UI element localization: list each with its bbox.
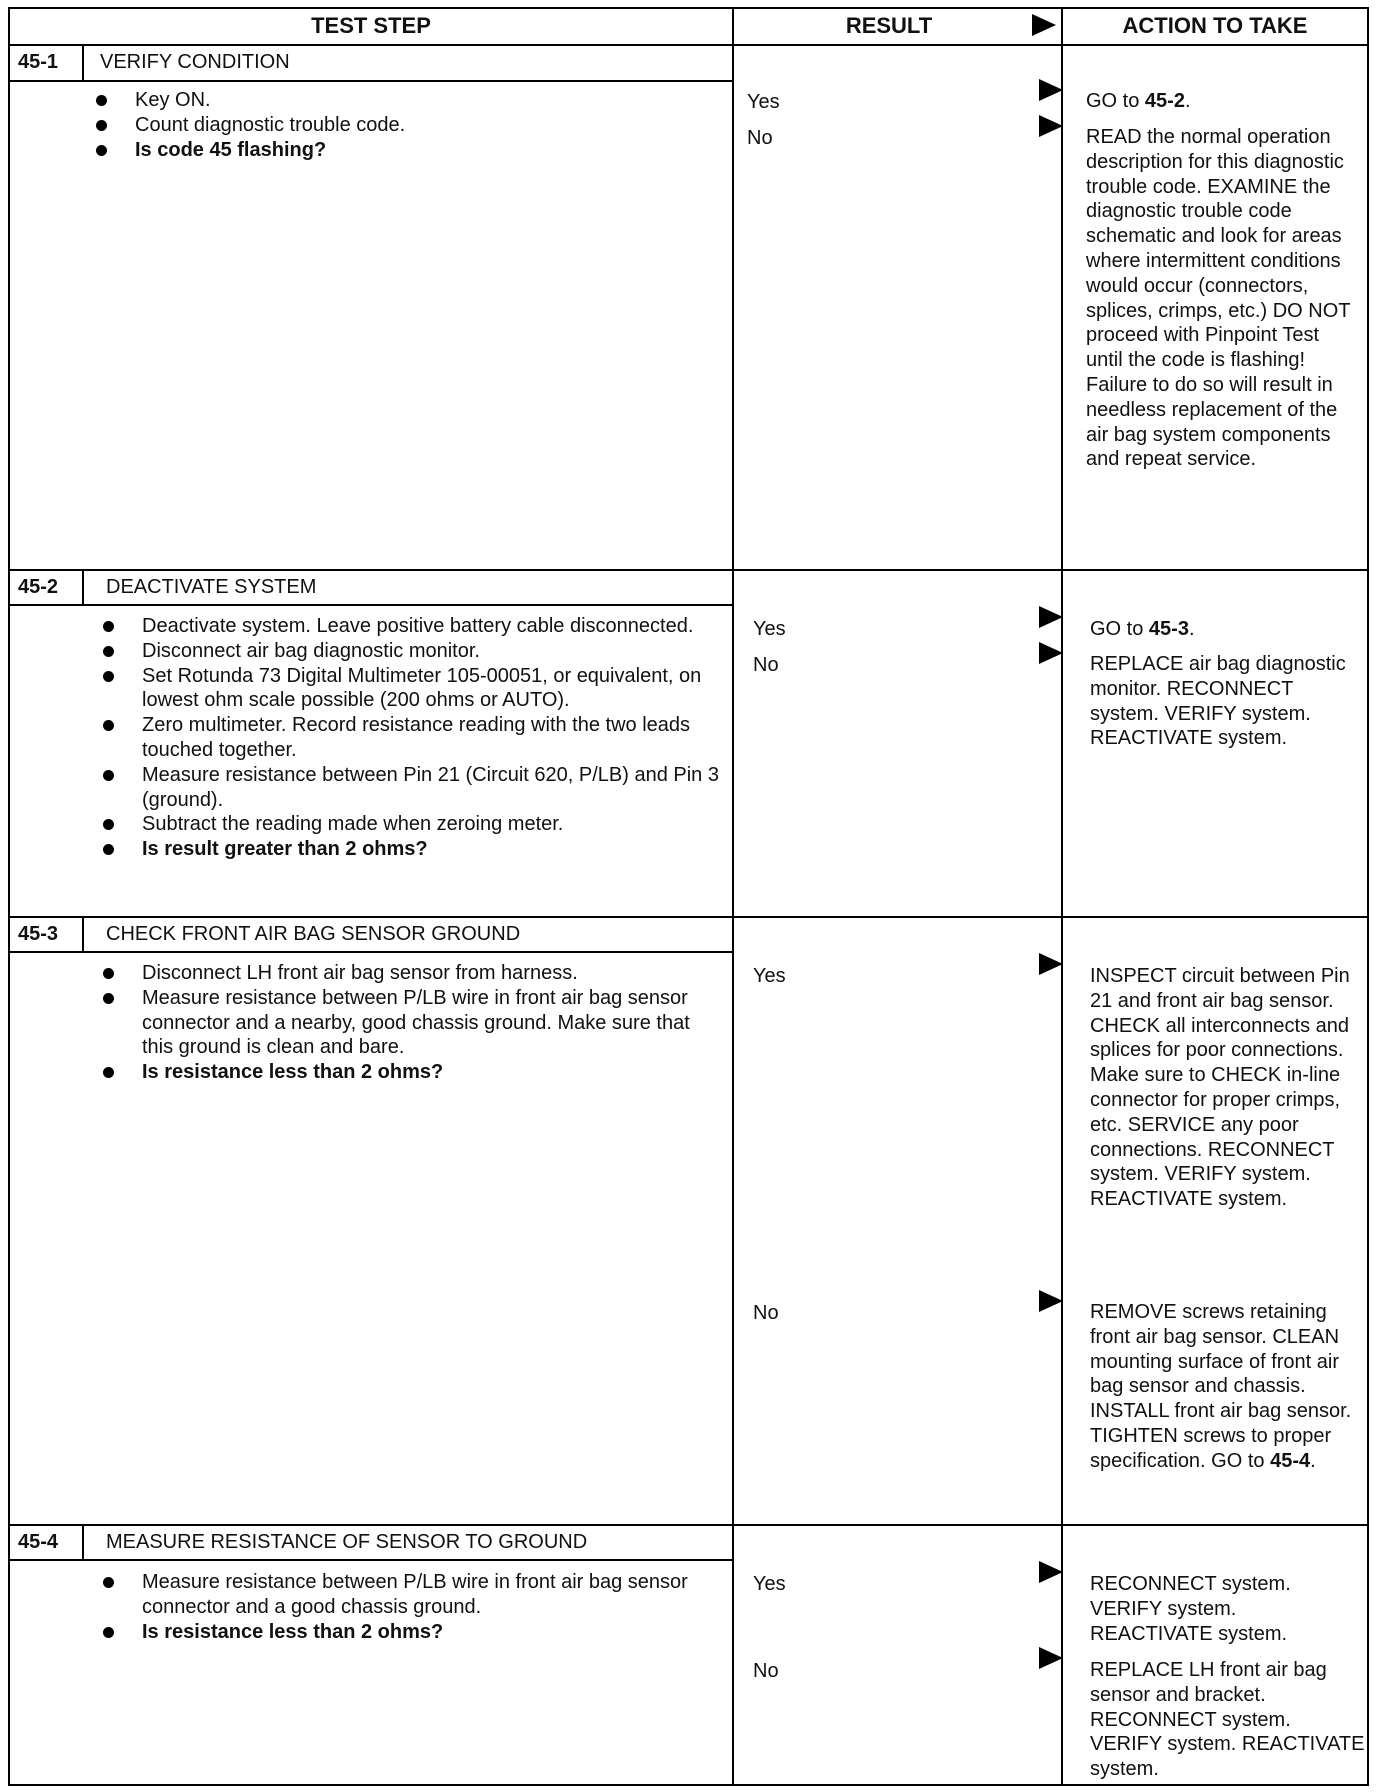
action-text: GO to 45-2. [1086, 90, 1191, 112]
bullet-dot-icon [103, 720, 114, 731]
right-triangle-arrow-icon [1039, 1290, 1063, 1312]
bullet-dot-icon [103, 1577, 114, 1588]
step-number-divider [82, 1524, 84, 1559]
result-label: No [753, 654, 779, 676]
bullet-question: Is code 45 flashing? [135, 138, 715, 163]
action-text: REPLACE LH front air bag sensor and bracket. RECONNECT system. VERIFY system. REACTIVATE system. [1090, 1659, 1365, 1781]
table-bottom-border [8, 1784, 1369, 1786]
bullet-dot-icon [103, 1627, 114, 1638]
bullet-item: Measure resistance between P/LB wire in front air bag sensor connector and a good chassis ground. [142, 1570, 722, 1620]
bullet-dot-icon [103, 819, 114, 830]
action-text: READ the normal operation description for this diagnostic trouble code. EXAMINE the diagnostic trouble code schematic and look for areas where intermittent conditions would occur (connectors, splices, crimps, etc.) DO NOT proceed with Pinpoint Test until the code is flashing! Failure to do so will result in needless replacement of the air bag system components and repeat service. [1086, 126, 1351, 471]
bullet-item: Disconnect LH front air bag sensor from harness. [142, 961, 722, 986]
bullet-question: Is resistance less than 2 ohms? [142, 1060, 722, 1085]
step-number-divider [82, 44, 84, 80]
right-triangle-arrow-icon [1039, 115, 1063, 137]
step-number: 45-1 [18, 51, 59, 73]
bullet-dot-icon [103, 671, 114, 682]
result-label: Yes [753, 1573, 786, 1595]
right-triangle-arrow-icon [1039, 953, 1063, 975]
bullet-dot-icon [103, 968, 114, 979]
bullet-dot-icon [103, 770, 114, 781]
bullet-item: Zero multimeter. Record resistance reading with the two leads touched together. [142, 713, 722, 763]
action-text: RECONNECT system. VERIFY system. REACTIVATE system. [1090, 1573, 1291, 1645]
step-number-divider [82, 916, 84, 951]
header-result: RESULT [845, 13, 933, 38]
right-triangle-arrow-icon [1039, 1561, 1063, 1583]
right-triangle-arrow-icon [1039, 79, 1063, 101]
table-left-border [8, 7, 10, 1786]
bullet-dot-icon [96, 95, 107, 106]
bullet-item: Count diagnostic trouble code. [135, 113, 715, 138]
header-arrow-icon [1032, 14, 1056, 36]
diagnostic-table [8, 7, 1369, 1786]
bullet-dot-icon [103, 621, 114, 632]
step-number-divider [82, 569, 84, 604]
bullet-item: Deactivate system. Leave positive battery cable disconnected. [142, 614, 722, 639]
bullet-item: Measure resistance between Pin 21 (Circuit 620, P/LB) and Pin 3 (ground). [142, 763, 722, 813]
bullet-question: Is resistance less than 2 ohms? [142, 1620, 722, 1645]
step-bullets [142, 1570, 722, 1644]
step-bullets [142, 961, 722, 1085]
right-triangle-arrow-icon [1039, 1647, 1063, 1669]
step-title-underline [8, 951, 734, 953]
table-right-border [1367, 7, 1369, 1786]
step-title: DEACTIVATE SYSTEM [106, 576, 317, 598]
header-test-step: TEST STEP [311, 13, 431, 38]
result-label: No [753, 1660, 779, 1682]
action-text: GO to 45-3. [1090, 618, 1195, 640]
step-number: 45-2 [18, 576, 59, 598]
bullet-dot-icon [96, 145, 107, 156]
bullet-item: Subtract the reading made when zeroing meter. [142, 812, 722, 837]
action-text: REMOVE screws retaining front air bag sensor. CLEAN mounting surface of front air bag sensor and chassis. INSTALL front air bag sensor. TIGHTEN screws to proper specification. GO to 45-4. [1090, 1301, 1352, 1472]
bullet-dot-icon [103, 646, 114, 657]
result-label: Yes [753, 965, 786, 987]
bullet-dot-icon [96, 120, 107, 131]
step-title-underline [8, 604, 734, 606]
bullet-item: Key ON. [135, 88, 715, 113]
bullet-dot-icon [103, 844, 114, 855]
bullet-item: Set Rotunda 73 Digital Multimeter 105-00051, or equivalent, on lowest ohm scale possible (200 ohms or AUTO). [142, 664, 722, 714]
result-label: No [747, 127, 773, 149]
result-column-divider [732, 7, 734, 1786]
action-text: REPLACE air bag diagnostic monitor. RECONNECT system. VERIFY system. REACTIVATE system. [1090, 653, 1346, 750]
step-title: MEASURE RESISTANCE OF SENSOR TO GROUND [106, 1531, 588, 1553]
result-label: No [753, 1302, 779, 1324]
step-title-underline [8, 80, 734, 82]
right-triangle-arrow-icon [1039, 642, 1063, 664]
step-title: CHECK FRONT AIR BAG SENSOR GROUND [106, 923, 521, 945]
step-number: 45-4 [18, 1531, 59, 1553]
action-column-divider [1061, 7, 1063, 1786]
bullet-question: Is result greater than 2 ohms? [142, 837, 722, 862]
step-title-underline [8, 1559, 734, 1561]
bullet-dot-icon [103, 993, 114, 1004]
step-number: 45-3 [18, 923, 59, 945]
step-title: VERIFY CONDITION [100, 51, 290, 73]
result-label: Yes [753, 618, 786, 640]
step-bullets [142, 614, 722, 862]
right-triangle-arrow-icon [1039, 606, 1063, 628]
bullet-dot-icon [103, 1067, 114, 1078]
step-bullets [135, 88, 715, 162]
bullet-item: Measure resistance between P/LB wire in front air bag sensor connector and a nearby, good chassis ground. Make sure that this ground is clean and bare. [142, 986, 722, 1060]
result-label: Yes [747, 91, 780, 113]
action-text: INSPECT circuit between Pin 21 and front air bag sensor. CHECK all interconnects and splices for poor connections. Make sure to CHECK in-line connector for proper crimps, etc. SERVICE any poor connections. RECONNECT system. VERIFY system. REACTIVATE system. [1090, 965, 1350, 1211]
bullet-item: Disconnect air bag diagnostic monitor. [142, 639, 722, 664]
header-action: ACTION TO TAKE [1122, 13, 1308, 38]
